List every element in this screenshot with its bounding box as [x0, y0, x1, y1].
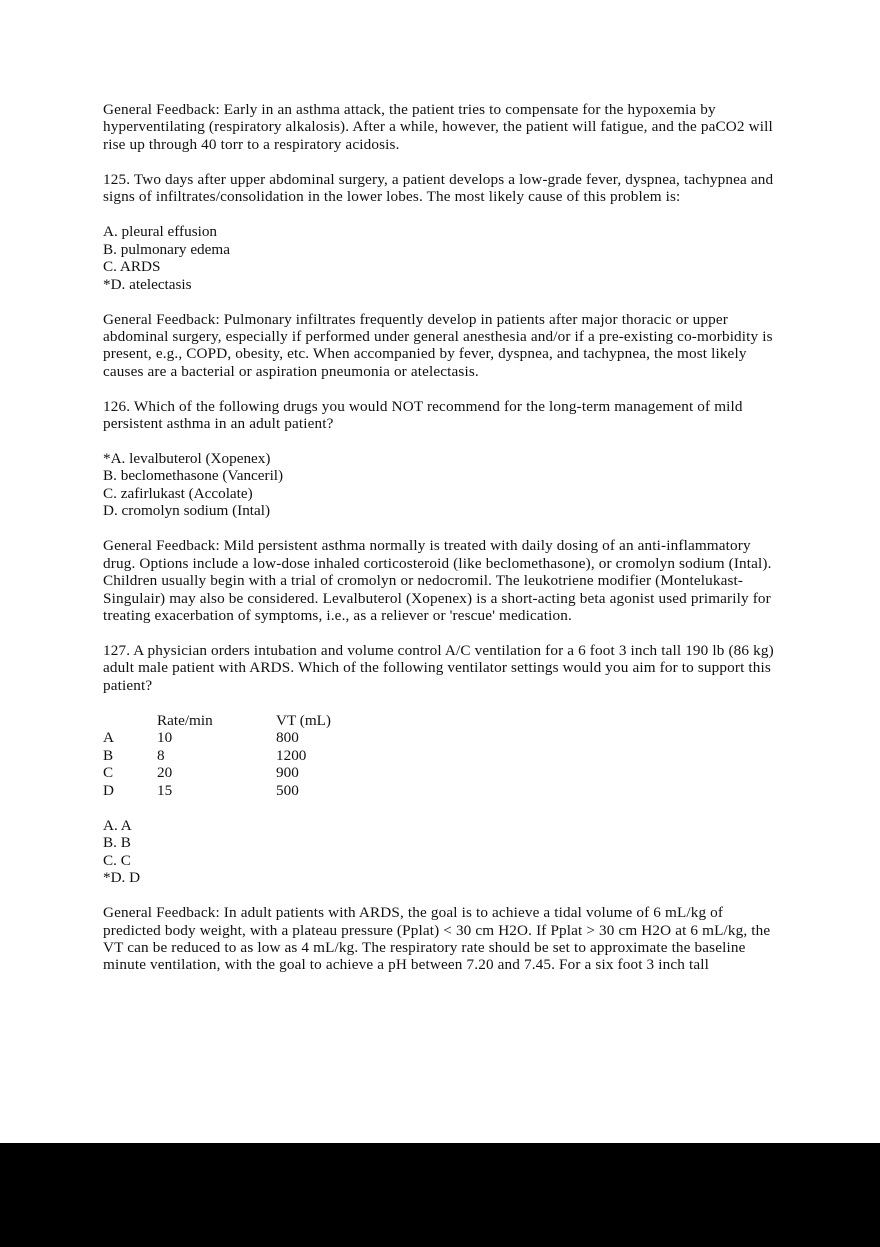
general-feedback-127: General Feedback: In adult patients with ARDS, the goal is to achieve a tidal volume of 6 mL/kg of predicted body weight, with a plateau pressure (Pplat) < 30 cm H2O. If Pplat > 30 cm H2O at 6 mL/kg, the VT can be reduced to as low as 4 mL/kg. The respiratory rate should be set to approximate the baseline minute ventilation, with the goal to achieve a pH between 7.20 and 7.45. For a six foot 3 inch tall — [103, 904, 771, 974]
table-header-row — [103, 712, 476, 730]
table-row — [103, 782, 476, 800]
general-feedback-126: General Feedback: Mild persistent asthma normally is treated with daily dosing of an anti-inflammatory drug. Options include a low-dose inhaled corticosteroid (like beclomethasone), or cromolyn sodium (Intal). Children usually begin with a trial of cromolyn or nedocromil. The leukotriene modifier (Montelukast-Singulair) may also be considered. Levalbuterol (Xopenex) is a short-acting beta agonist used primarily for treating exacerbation of symptoms, i.e., as a reliever or 'rescue' medication. — [103, 537, 772, 625]
document-text-column — [103, 101, 779, 974]
choice-option[interactable]: *A. levalbuterol (Xopenex) — [103, 449, 271, 467]
table-header-cell: Rate/min — [157, 711, 213, 729]
choice-option[interactable]: A. A — [103, 816, 132, 834]
choice-option[interactable]: B. pulmonary edema — [103, 240, 230, 258]
choice-option[interactable]: D. cromolyn sodium (Intal) — [103, 502, 271, 520]
choice-option[interactable]: B. B — [103, 834, 131, 852]
spacer — [103, 625, 779, 643]
spacer — [103, 293, 779, 311]
spacer — [103, 799, 779, 817]
choice-option[interactable]: B. beclomethasone (Vanceril) — [103, 467, 284, 485]
table-row — [103, 764, 476, 782]
table-cell-label: B — [103, 746, 114, 764]
ventilator-settings-table — [103, 712, 476, 800]
general-feedback-124: General Feedback: Early in an asthma attack, the patient tries to compensate for the hypoxemia by hyperventilating (respiratory alkalosis). After a while, however, the patient will fatigue, and the paCO2 will rise up through 40 torr to a respiratory acidosis. — [103, 101, 773, 153]
table-cell-label: C — [103, 764, 114, 782]
question-126-stem: 126. Which of the following drugs you would NOT recommend for the long-term management of mild persistent asthma in an adult patient? — [103, 397, 743, 433]
choice-option[interactable]: *D. atelectasis — [103, 275, 192, 293]
question-125-choices — [103, 223, 779, 293]
choice-option[interactable]: C. ARDS — [103, 258, 161, 276]
question-127-choices — [103, 817, 779, 887]
table-row — [103, 747, 476, 765]
table-cell-rate: 8 — [157, 746, 165, 764]
question-127-stem: 127. A physician orders intubation and volume control A/C ventilation for a 6 foot 3 inch tall 190 lb (86 kg) adult male patient with ARDS. Which of the following ventilator settings would you aim for to support this patient? — [103, 642, 774, 694]
general-feedback-125: General Feedback: Pulmonary infiltrates frequently develop in patients after major thoracic or upper abdominal surgery, especially if performed under general anesthesia and/or if a pre-existing co-morbidity is present, e.g., COPD, obesity, etc. When accompanied by fever, dyspnea, and tachypnea, the most likely causes are a bacterial or aspiration pneumonia or atelectasis. — [103, 310, 773, 380]
choice-option[interactable]: C. zafirlukast (Accolate) — [103, 484, 253, 502]
table-cell-label: A — [103, 729, 114, 747]
spacer — [103, 520, 779, 538]
choice-option[interactable]: A. pleural effusion — [103, 223, 218, 241]
table-cell-vt: 500 — [276, 781, 299, 799]
question-126-choices — [103, 450, 779, 520]
table-cell-vt: 900 — [276, 764, 299, 782]
table-row — [103, 729, 476, 747]
question-125-stem: 125. Two days after upper abdominal surgery, a patient develops a low-grade fever, dyspnea, tachypnea and signs of infiltrates/consolidation in the lower lobes. The most likely cause of this problem is: — [103, 170, 774, 206]
table-cell-rate: 20 — [157, 764, 173, 782]
table-header-cell: VT (mL) — [276, 711, 331, 729]
choice-option[interactable]: C. C — [103, 851, 131, 869]
table-cell-rate: 15 — [157, 781, 173, 799]
spacer — [103, 380, 779, 398]
table-cell-rate: 10 — [157, 729, 173, 747]
spacer — [103, 153, 779, 171]
table-cell-vt: 800 — [276, 729, 299, 747]
table-cell-label: D — [103, 781, 114, 799]
table-cell-vt: 1200 — [276, 746, 307, 764]
choice-option[interactable]: *D. D — [103, 869, 141, 887]
table-header-cell — [103, 712, 157, 730]
bottom-black-bar — [0, 1143, 880, 1247]
spacer — [103, 694, 779, 712]
spacer — [103, 432, 779, 450]
spacer — [103, 887, 779, 905]
spacer — [103, 206, 779, 224]
